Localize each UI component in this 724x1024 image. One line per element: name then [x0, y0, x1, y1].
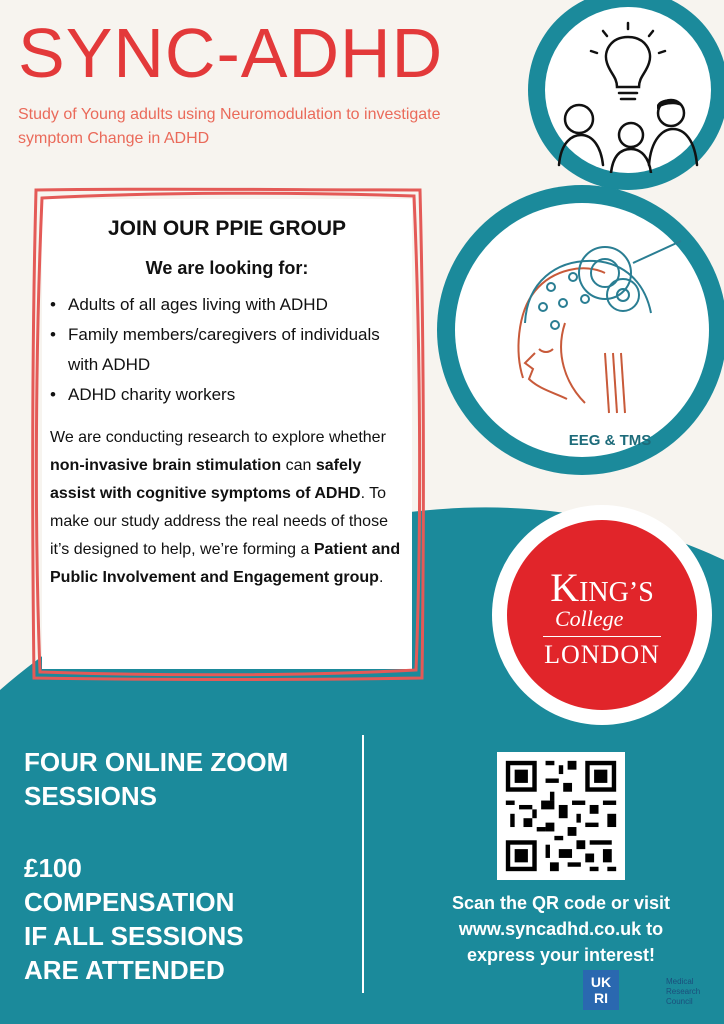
list-item: • ADHD charity workers [50, 380, 404, 410]
section-divider [362, 735, 364, 993]
eligibility-list [50, 290, 404, 410]
mrc-line: Research [666, 987, 701, 996]
compensation-amount: £100 [24, 853, 82, 883]
para-text: . To make our study address the real needs of those it’s designed to help, we’re forming a [50, 485, 388, 558]
scan-line: Scan the QR code or visit [451, 893, 671, 913]
website-link[interactable]: www.syncadhd.co.uk to [458, 919, 664, 939]
eeg-tms-label: EEG & TMS [568, 432, 652, 449]
list-item: • Adults of all ages living with ADHD [50, 290, 404, 320]
qr-code-icon [497, 752, 625, 880]
ukri-logo [583, 970, 619, 1010]
card-content [50, 214, 404, 592]
qr-code[interactable] [497, 752, 625, 880]
list-item: • Family members/caregivers of individuals with ADHD [50, 320, 404, 380]
page-title: SYNC-ADHD [18, 14, 444, 92]
scan-line: express your interest! [466, 945, 656, 965]
logo-rule [543, 636, 661, 637]
page-subtitle: Study of Young adults using Neuromodulation to investigate symptom Change in ADHD [18, 106, 441, 147]
card-subheading: We are looking for: [145, 258, 309, 278]
compensation-line: COMPENSATION [24, 887, 235, 917]
para-text: We are conducting research to explore whether [50, 429, 386, 446]
compensation-line: IF ALL SESSIONS [24, 921, 244, 951]
para-bold: Patient and Public Involvement and Engagement group [50, 541, 401, 586]
mrc-line: Medical [666, 977, 694, 986]
study-description [50, 424, 404, 592]
scan-instructions [410, 890, 712, 968]
logo-college: College [555, 606, 624, 631]
mrc-line: Council [666, 997, 693, 1006]
logo-k: K [550, 565, 580, 610]
session-info [24, 745, 344, 987]
mrc-logo-text [666, 977, 722, 1007]
people-idea-icon [545, 7, 711, 173]
ukri-bottom: RI [594, 990, 608, 1006]
sessions-text: FOUR ONLINE ZOOM SESSIONS [24, 747, 289, 811]
para-bold: safely assist with cognitive symptoms of ADHD [50, 457, 362, 502]
kings-college-london-logo [507, 520, 697, 710]
card-heading: JOIN OUR PPIE GROUP [107, 217, 347, 240]
logo-london: LONDON [544, 640, 660, 669]
compensation-line: ARE ATTENDED [24, 955, 225, 985]
logo-ings: ING’S [579, 577, 654, 608]
para-text: . [378, 569, 384, 586]
eeg-tms-head-icon [455, 203, 709, 457]
para-text: can [281, 457, 316, 474]
ukri-top: UK [590, 974, 612, 990]
para-bold: non-invasive brain stimulation [50, 457, 282, 474]
